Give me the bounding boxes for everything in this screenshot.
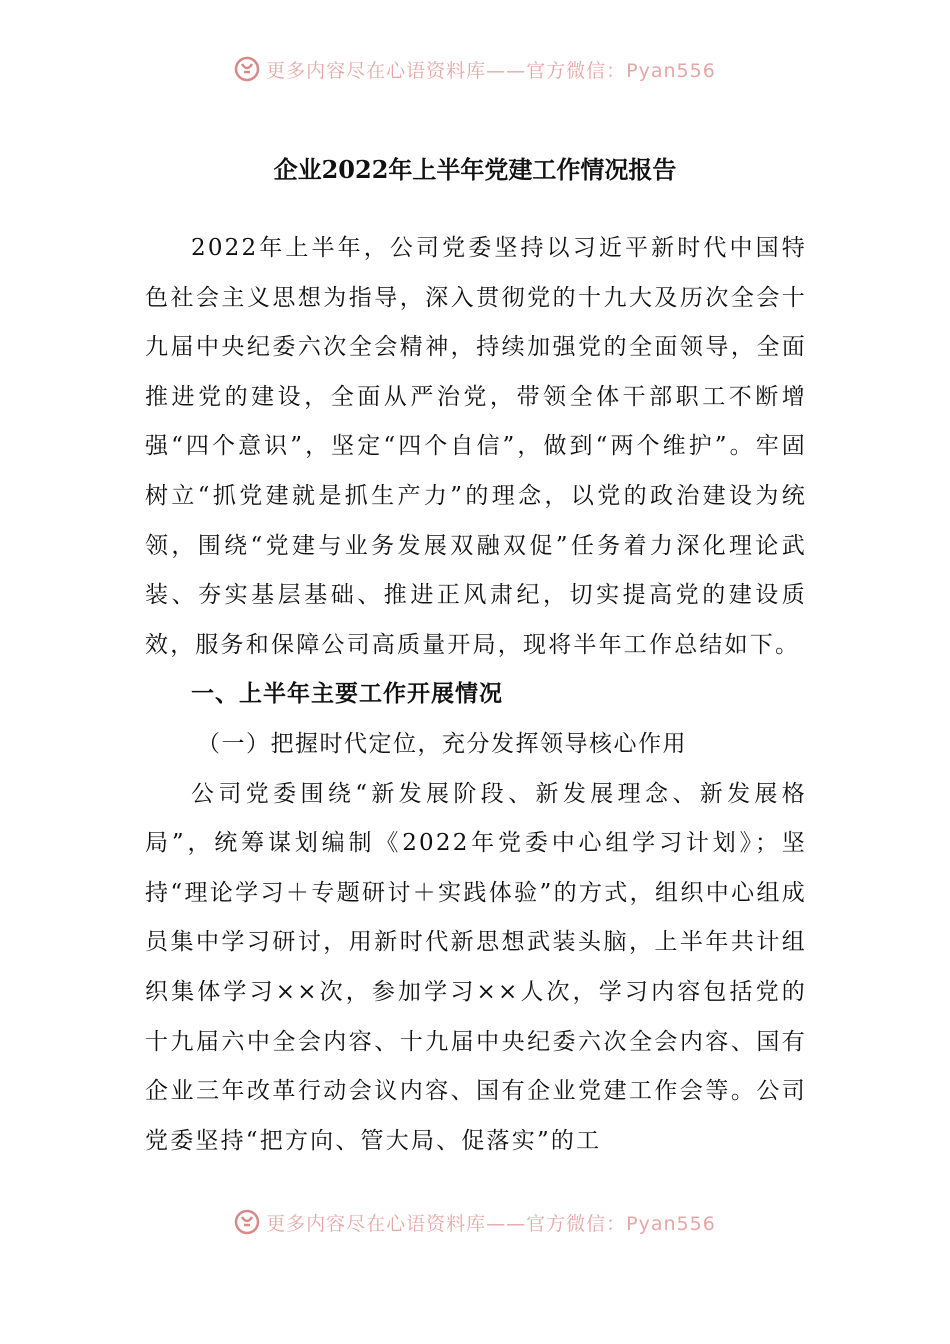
brand-logo-icon: [234, 1209, 260, 1235]
intro-paragraph: 2022年上半年，公司党委坚持以习近平新时代中国特色社会主义思想为指导，深入贯彻党的十九大及历次全会十九届中央纪委六次全会精神，持续加强党的全面领导，全面推进党的建设，全面从严治党，带领全体干部职工不断增强“四个意识”，坚定“四个自信”，做到“两个维护”。牢固树立“抓党建就是抓生产力”的理念，以党的政治建设为统领，围绕“党建与业务发展双融双促”任务着力深化理论武装、夯实基层基础、推进正风肃纪，切实提高党的建设质效，服务和保障公司高质量开局，现将半年工作总结如下。: [145, 235, 807, 658]
watermark-text: 更多内容尽在心语资料库——官方微信：Pyan556: [266, 59, 716, 82]
watermark-header: [0, 54, 950, 84]
watermark-footer: [0, 1207, 950, 1237]
subsection-1-paragraph: 公司党委围绕“新发展阶段、新发展理念、新发展格局”，统筹谋划编制《2022年党委中心组学习计划》；坚持“理论学习＋专题研讨＋实践体验”的方式，组织中心组成员集中学习研讨，用新时代新思想武装头脑，上半年共计组织集体学习××次，参加学习××人次，学习内容包括党的十九届六中全会内容、十九届中央纪委六次全会内容、国有企业三年改革行动会议内容、国有企业党建工作会等。公司党委坚持“把方向、管大局、促落实”的工: [145, 780, 807, 1154]
section-heading-1: 一、上半年主要工作开展情况: [191, 681, 503, 708]
document-title: 企业2022年上半年党建工作情况报告: [273, 155, 677, 184]
watermark-text: 更多内容尽在心语资料库——官方微信：Pyan556: [266, 1212, 716, 1235]
document-body: [145, 224, 807, 1166]
subsection-heading-1: （一）把握时代定位，充分发挥领导核心作用: [197, 730, 687, 757]
brand-logo-icon: [234, 56, 260, 82]
